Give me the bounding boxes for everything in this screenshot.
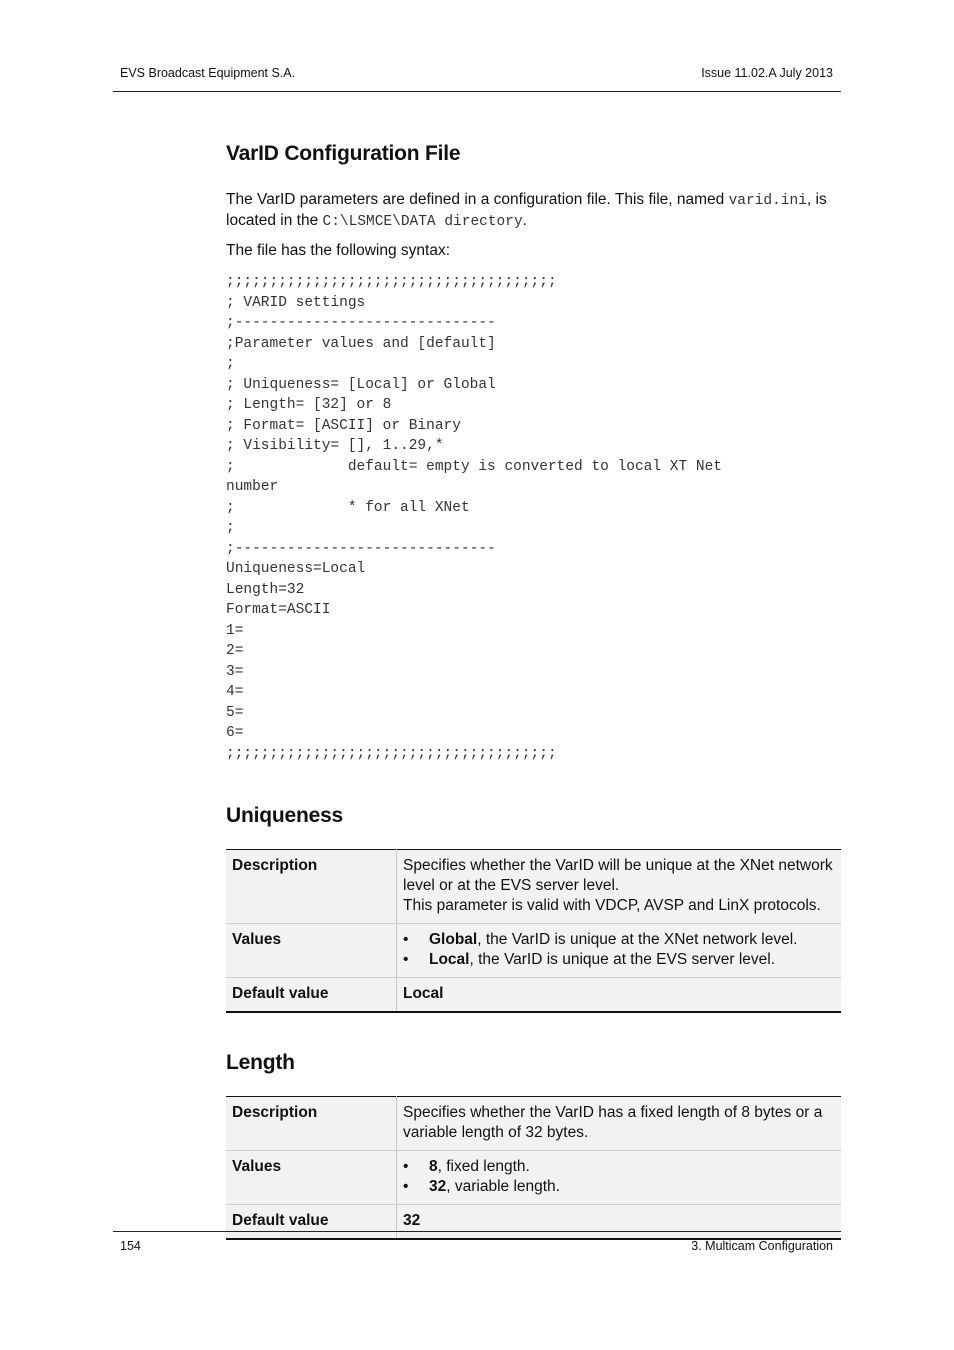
list-item (403, 950, 835, 970)
section-title-length: Length (226, 1051, 295, 1074)
directory-path: C:\LSMCE\DATA directory (322, 214, 523, 230)
table-row (226, 1205, 841, 1240)
row-label: Default value (226, 1205, 397, 1240)
page-header (113, 64, 841, 92)
section-title-varid-config: VarID Configuration File (226, 142, 461, 165)
row-value (397, 850, 842, 924)
intro-text-3: . (522, 212, 527, 229)
table-row (226, 850, 841, 924)
uniqueness-table (226, 849, 841, 1013)
row-label: Description (226, 850, 397, 924)
row-value (397, 924, 842, 978)
value-keyword: Global (429, 931, 478, 948)
table-row (226, 924, 841, 978)
intro-paragraph (226, 190, 841, 232)
value-keyword: 8 (429, 1158, 438, 1175)
value-keyword: 32 (429, 1178, 447, 1195)
description-line: Specifies whether the VarID will be unique at the XNet network level or at the EVS server level. (403, 857, 833, 894)
table-row (226, 1151, 841, 1205)
row-label: Description (226, 1097, 397, 1151)
config-code-block: ;;;;;;;;;;;;;;;;;;;;;;;;;;;;;;;;;;;;;; ; VARID settings ;------------------------------ ;Parameter values and [default] ; ; Uniqueness= [Local] or Global ; Length= [32] or 8 ; Format= [ASCII] or Binary ; Visibility= [], 1..29,* ; default= empty is converted to local XT Net number ; * for all XNet ; ;------------------------------ Uniqueness=Local Length=32 Format=ASCII 1= 2= 3= 4= 5= 6= ;;;;;;;;;;;;;;;;;;;;;;;;;;;;;;;;;;;;;; (226, 274, 722, 762)
length-table (226, 1096, 841, 1240)
row-value: 32 (397, 1205, 842, 1240)
row-value: Local (397, 978, 842, 1013)
values-list (403, 930, 835, 970)
page-footer (113, 1231, 841, 1253)
header-company: EVS Broadcast Equipment S.A. (120, 66, 296, 80)
page-content (226, 142, 841, 1240)
value-text: , variable length. (446, 1178, 560, 1195)
section-title-uniqueness: Uniqueness (226, 804, 344, 827)
description-line: This parameter is valid with VDCP, AVSP and LinX protocols. (403, 897, 821, 914)
header-issue: Issue 11.02.A July 2013 (701, 66, 833, 80)
filename: varid.ini (728, 193, 807, 209)
list-item (403, 930, 835, 950)
row-label: Values (226, 1151, 397, 1205)
row-value: Specifies whether the VarID has a fixed length of 8 bytes or a variable length of 32 bytes. (397, 1097, 842, 1151)
list-item (403, 1177, 835, 1197)
value-text: , the VarID is unique at the XNet network level. (477, 931, 798, 948)
row-label: Values (226, 924, 397, 978)
row-value (397, 1151, 842, 1205)
intro-text-2: , is located in the (226, 191, 827, 229)
value-text: , the VarID is unique at the EVS server level. (469, 951, 776, 968)
values-list (403, 1157, 835, 1197)
list-item (403, 1157, 835, 1177)
intro-text-1: The VarID parameters are defined in a configuration file. This file, named (226, 191, 729, 208)
table-row (226, 1097, 841, 1151)
value-keyword: Local (429, 951, 470, 968)
syntax-intro: The file has the following syntax: (226, 242, 451, 259)
footer-chapter: 3. Multicam Configuration (691, 1239, 833, 1253)
page-number: 154 (120, 1239, 141, 1253)
row-label: Default value (226, 978, 397, 1013)
value-text: , fixed length. (437, 1158, 530, 1175)
table-row (226, 978, 841, 1013)
